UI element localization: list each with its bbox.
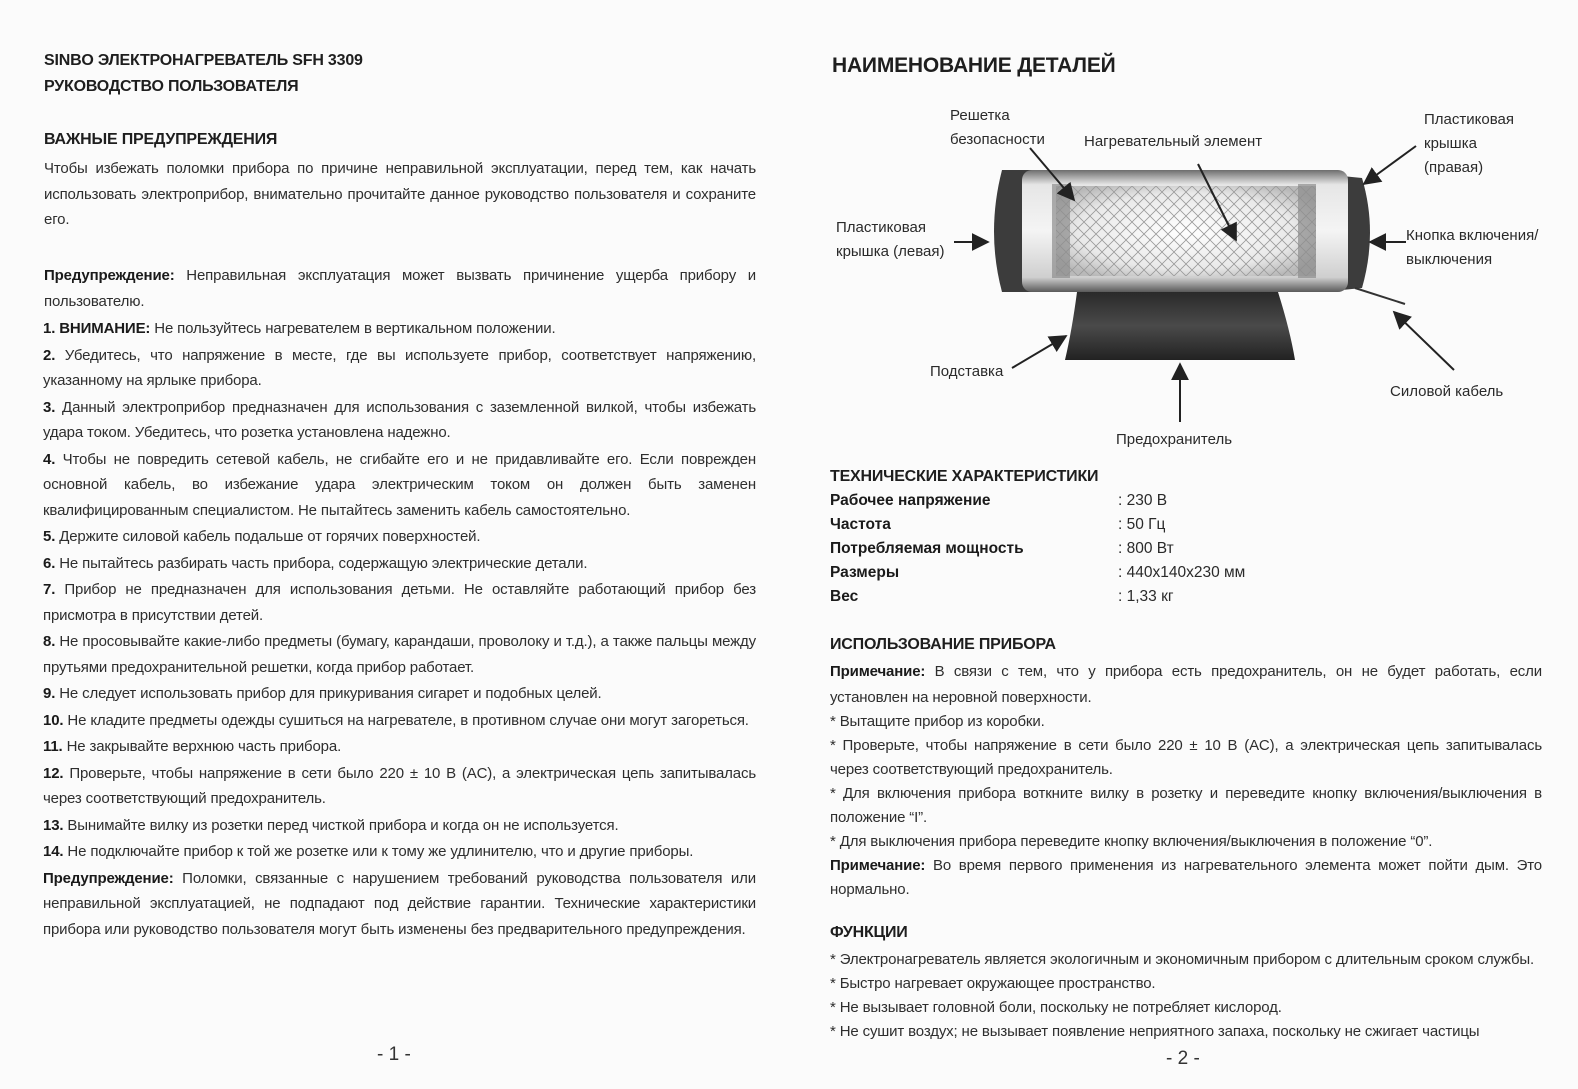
list-item: 10. Не кладите предметы одежды сушиться на нагревателе, в противном случае они могут загореться. bbox=[43, 711, 749, 729]
label-stand: Подставка bbox=[930, 363, 1004, 380]
warning-text: Неправильная эксплуатация может вызвать причинение ущерба прибору и пользователю. bbox=[44, 267, 756, 310]
usage-note: Примечание: В связи с тем, что у прибора есть предохранитель, он не будет работать, если установлен на неровной поверхности. bbox=[830, 663, 1542, 706]
grille-mesh-shape bbox=[1056, 186, 1316, 276]
list-item: 13. Вынимайте вилку из розетки перед чисткой прибора и когда он не используется. bbox=[43, 816, 619, 834]
list-item: 4. Чтобы не повредить сетевой кабель, не сгибайте его и не придавливайте его. Если поврежден основной кабель, во избежание удара электрическим током он должен быть заменен квалифицированным специалистом. Не пытайтесь заменить кабель самостоятельно. bbox=[43, 450, 756, 519]
stand-shape bbox=[1065, 292, 1295, 360]
warnings-list bbox=[43, 316, 756, 942]
label-left-cover: Пластиковая крышка (левая) bbox=[836, 219, 945, 260]
list-item: 1. ВНИМАНИЕ: Не пользуйтесь нагревателем в вертикальном положении. bbox=[43, 320, 556, 337]
label-fuse: Предохранитель bbox=[1116, 431, 1233, 448]
parts-heading: НАИМЕНОВАНИЕ ДЕТАЛЕЙ bbox=[832, 54, 1116, 77]
warning-paragraph bbox=[44, 263, 756, 314]
final-warning-paragraph: Предупреждение: Поломки, связанные с нарушением требований руководства пользователя или неправильной эксплуатацией, не подпадают под действие гарантии. Технические характеристики прибора или руководство пользователя могут быть изменены без предварительного предупреждения. bbox=[43, 869, 756, 938]
list-item: 7. Прибор не предназначен для использования детьми. Не оставляйте работающий прибор без присмотра в присутствии детей. bbox=[43, 581, 756, 624]
usage-section bbox=[830, 659, 1542, 902]
list-item: * Для включения прибора воткните вилку в розетку и переведите кнопку включения/выключения в положение “I”. bbox=[830, 785, 1542, 826]
list-item: * Электронагреватель является экологичным и экономичным прибором с длительным сроком службы. bbox=[830, 951, 1535, 968]
list-item: 5. Держите силовой кабель подальше от горячих поверхностей. bbox=[43, 528, 481, 545]
page-number: - 2 - bbox=[1166, 1048, 1200, 1069]
list-item: 6. Не пытайтесь разбирать часть прибора, содержащую электрические детали. bbox=[43, 554, 588, 572]
page-right bbox=[790, 0, 1578, 1089]
list-item: 2. Убедитесь, что напряжение в месте, где вы используете прибор, соответствует напряжению, указанному на ярлыке прибора. bbox=[43, 346, 756, 389]
label-grille: Решетка безопасности bbox=[950, 107, 1045, 148]
list-item: 12. Проверьте, чтобы напряжение в сети было 220 ± 10 В (AC), а электрическая цепь запитывалась через соответствующий предохранитель. bbox=[43, 764, 756, 807]
specs-heading: ТЕХНИЧЕСКИЕ ХАРАКТЕРИСТИКИ bbox=[830, 468, 1099, 485]
document-title: SINBO ЭЛЕКТРОНАГРЕВАТЕЛЬ SFH 3309 bbox=[44, 52, 363, 69]
list-item: 8. Не просовывайте какие-либо предметы (бумагу, карандаши, проволоку и т.д.), а также пальцы между прутьями предохранительной решетки, когда прибор работает. bbox=[43, 633, 756, 676]
list-item: * Вытащите прибор из коробки. bbox=[830, 713, 1045, 730]
functions-list bbox=[830, 948, 1550, 1044]
label-power-switch: Кнопка включения/ выключения bbox=[1406, 227, 1539, 268]
document-subtitle: РУКОВОДСТВО ПОЛЬЗОВАТЕЛЯ bbox=[44, 78, 299, 95]
list-item: 11. Не закрывайте верхнюю часть прибора. bbox=[43, 738, 342, 755]
usage-heading: ИСПОЛЬЗОВАНИЕ ПРИБОРА bbox=[830, 636, 1056, 653]
list-item: * Проверьте, чтобы напряжение в сети было 220 ± 10 В (AC), а электрическая цепь запитывалась через соответствующий предохранитель. bbox=[830, 737, 1542, 778]
list-item: * Для выключения прибора переведите кнопку включения/выключения в положение “0”. bbox=[830, 833, 1433, 850]
spec-row: Рабочее напряжение : 230 В bbox=[830, 492, 1168, 509]
cable-shape bbox=[1355, 288, 1405, 304]
list-item: 14. Не подключайте прибор к той же розетке или к тому же удлинителю, что и другие приборы. bbox=[43, 843, 694, 860]
warning-label: Предупреждение: bbox=[44, 267, 175, 284]
spec-row: Потребляемая мощность : 800 Вт bbox=[830, 540, 1174, 557]
functions-heading: ФУНКЦИИ bbox=[830, 924, 908, 941]
specs-table bbox=[830, 492, 1245, 612]
list-item: 3. Данный электроприбор предназначен для использования с заземленной вилкой, чтобы избежать удара током. Убедитесь, что розетка установлена надежно. bbox=[43, 398, 756, 441]
spec-row: Вес : 1,33 кг bbox=[830, 588, 1174, 605]
label-power-cable: Силовой кабель bbox=[1390, 383, 1504, 400]
spec-row: Частота : 50 Гц bbox=[830, 516, 1166, 533]
list-item: * Не вызывает головной боли, поскольку не потребляет кислород. bbox=[830, 999, 1282, 1016]
warnings-heading: ВАЖНЫЕ ПРЕДУПРЕЖДЕНИЯ bbox=[44, 131, 278, 148]
page-number: - 1 - bbox=[377, 1044, 411, 1065]
label-heating-element: Нагревательный элемент bbox=[1084, 133, 1263, 150]
list-item: 9. Не следует использовать прибор для прикуривания сигарет и подобных целей. bbox=[43, 685, 602, 702]
list-item: * Не сушит воздух; не вызывает появление неприятного запаха, поскольку не сжигает частицы bbox=[830, 1023, 1480, 1040]
list-item: * Быстро нагревает окружающее пространство. bbox=[830, 975, 1156, 992]
spec-row: Размеры : 440х140х230 мм bbox=[830, 564, 1246, 581]
intro-paragraph: Чтобы избежать поломки прибора по причине неправильной эксплуатации, перед тем, как начать использовать электроприбор, внимательно прочитайте данное руководство пользователя и сохраните его. bbox=[44, 160, 756, 228]
usage-note: Примечание: Во время первого применения из нагревательного элемента может пойти дым. Это нормально. bbox=[830, 857, 1542, 898]
label-right-cover: Пластиковая крышка (правая) bbox=[1424, 111, 1514, 176]
